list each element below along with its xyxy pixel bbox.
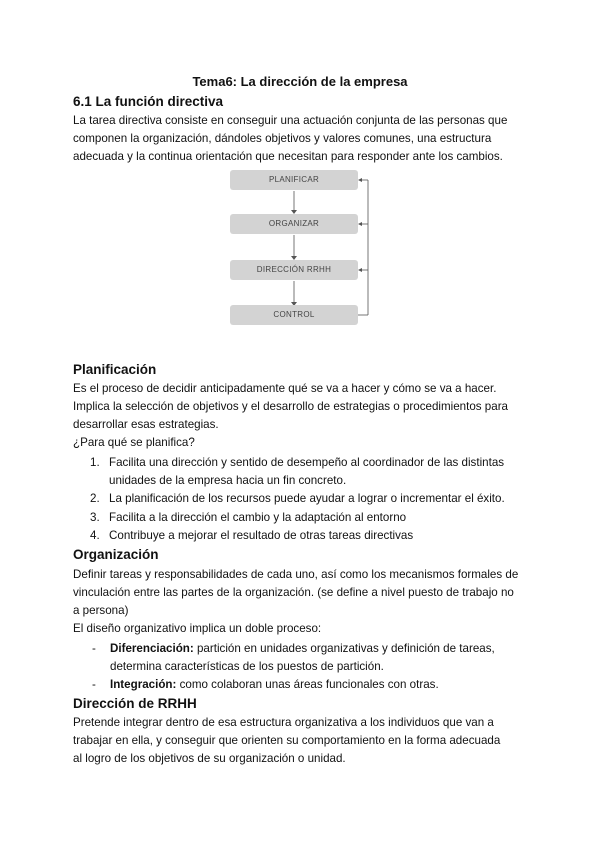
bullet-item [92, 640, 532, 676]
paragraph-funcion-directiva [73, 112, 543, 166]
text-line: desarrollar esas estrategias. [73, 418, 219, 431]
heading-direccion-rrhh: Dirección de RRHH [73, 696, 197, 711]
list-text: Contribuye a mejorar el resultado de otras tareas directivas [109, 529, 414, 542]
box-direccion-rrhh: DIRECCIÓN RRHH [230, 260, 358, 280]
text-line: a persona) [73, 604, 129, 617]
bullet-item [92, 676, 532, 694]
bullet-text: como colaboran unas áreas funcionales con otras. [176, 678, 439, 691]
arrowhead-icon [358, 268, 362, 272]
heading-organizacion: Organización [73, 547, 159, 562]
paragraph-planificacion [73, 380, 543, 452]
text-line: El diseño organizativo implica un doble proceso: [73, 622, 322, 635]
text-line: componen la organización, dándoles objetivos y valores comunes, una estructura [73, 132, 492, 145]
text-line: trabajar en ella, y conseguir que orienten su comportamiento en la forma adecuada [73, 734, 501, 747]
heading-funcion-directiva: 6.1 La función directiva [73, 94, 224, 109]
text-line: Pretende integrar dentro de esa estructura organizativa a los individuos que van a [73, 716, 494, 729]
text-line: vinculación entre las partes de la organización. (se define a nivel puesto de trabajo no [73, 586, 514, 599]
list-text: La planificación de los recursos puede ayudar a lograr o incrementar el éxito. [109, 492, 505, 505]
list-item [90, 527, 530, 545]
box-planificar: PLANIFICAR [230, 170, 358, 190]
text-line: adecuada y la continua orientación que necesitan para responder ante los cambios. [73, 150, 503, 163]
list-number: 1. [90, 456, 100, 469]
paragraph-organizacion [73, 566, 543, 638]
text-line: Implica la selección de objetivos y el desarrollo de estrategias o procedimientos para [73, 400, 508, 413]
arrowhead-icon [358, 222, 362, 226]
list-number: 3. [90, 511, 100, 524]
list-text: Facilita una dirección y sentido de desempeño al coordinador de las distintas [109, 456, 505, 469]
text-line: al logro de los objetivos de su organización o unidad. [73, 752, 346, 765]
arrowhead-icon [358, 178, 362, 182]
bullet-term: Diferenciación: [110, 642, 194, 655]
list-number: 2. [90, 492, 100, 505]
list-item [90, 509, 530, 527]
management-functions-diagram [222, 164, 382, 332]
bullet-dash: - [92, 678, 96, 691]
list-item [90, 454, 530, 490]
heading-planificacion: Planificación [73, 362, 157, 377]
text-line: Definir tareas y responsabilidades de cada uno, así como los mecanismos formales de [73, 568, 519, 581]
bullet-text: partición en unidades organizativas y definición de tareas, [193, 642, 495, 655]
text-line: ¿Para qué se planifica? [73, 436, 195, 449]
document-title: Tema6: La dirección de la empresa [192, 74, 408, 89]
bullet-dash: - [92, 642, 96, 655]
bullet-text: determina características de los puestos de partición. [110, 660, 384, 673]
list-text: Facilita a la dirección el cambio y la adaptación al entorno [109, 511, 407, 524]
box-organizar: ORGANIZAR [230, 214, 358, 234]
bullet-term: Integración: [110, 678, 177, 691]
text-line: Es el proceso de decidir anticipadamente qué se va a hacer y cómo se va a hacer. [73, 382, 497, 395]
text-line: La tarea directiva consiste en conseguir una actuación conjunta de las personas que [73, 114, 508, 127]
list-item [90, 490, 530, 508]
box-control: CONTROL [230, 305, 358, 325]
paragraph-direccion-rrhh [73, 714, 543, 768]
list-number: 4. [90, 529, 100, 542]
list-text: unidades de la empresa hacia un fin concreto. [109, 474, 347, 487]
